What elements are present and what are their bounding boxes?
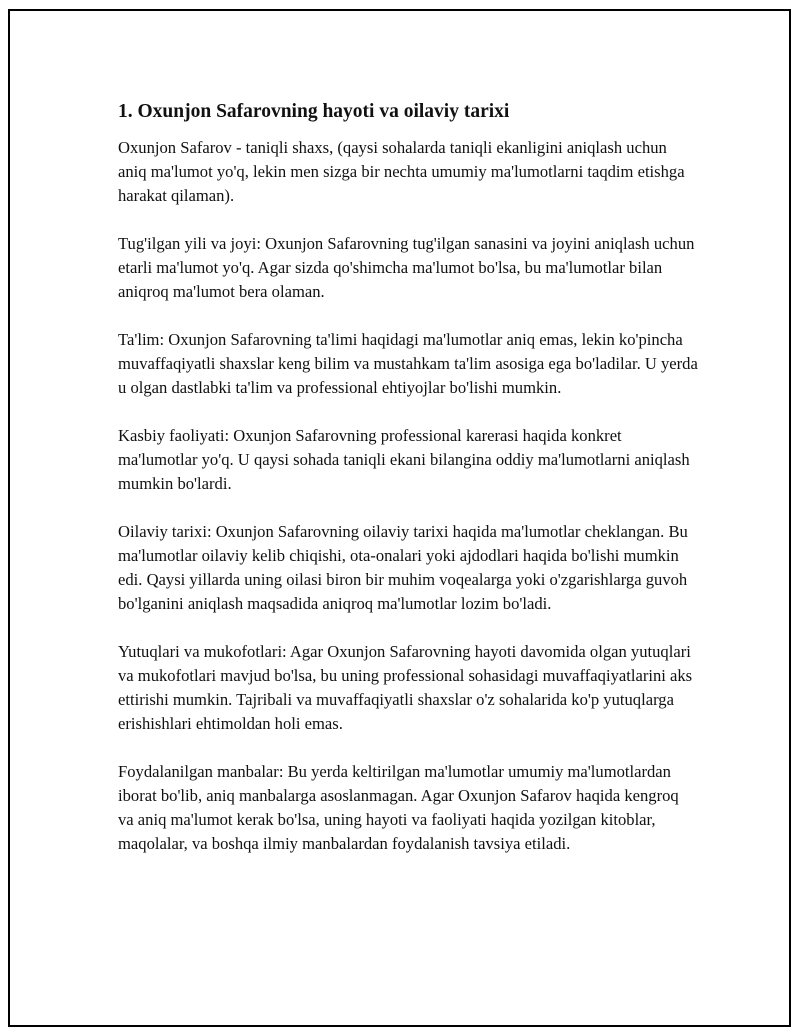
- page-title: 1. Oxunjon Safarovning hayoti va oilaviy tarixi: [118, 101, 510, 122]
- page-frame: [8, 9, 791, 1027]
- document-body: [118, 99, 698, 880]
- paragraph-intro: Oxunjon Safarov - taniqli shaxs, (qaysi sohalarda taniqli ekanligini aniqlash uchun aniq ma'lumot yo'q, lekin men sizga bir nechta umumiy ma'lumotlarni taqdim etishga harakat qilaman).: [118, 138, 685, 205]
- paragraph-education: Ta'lim: Oxunjon Safarovning ta'limi haqidagi ma'lumotlar aniq emas, lekin ko'pincha muvaffaqiyatli shaxslar keng bilim va mustahkam ta'lim asosiga ega bo'ladilar. U yerda u olgan dastlabki ta'lim va professional ehtiyojlar bo'lishi mumkin.: [118, 330, 698, 397]
- paragraph-career: Kasbiy faoliyati: Oxunjon Safarovning professional karerasi haqida konkret ma'lumotlar yo'q. U qaysi sohada taniqli ekani bilangina oddiy ma'lumotlarni aniqlash mumkin bo'lardi.: [118, 426, 690, 493]
- paragraph-family-history: Oilaviy tarixi: Oxunjon Safarovning oilaviy tarixi haqida ma'lumotlar cheklangan. Bu ma'lumotlar oilaviy kelib chiqishi, ota-onalari yoki ajdodlari haqida bo'lishi mumkin edi. Qaysi yillarda uning oilasi biron bir muhim voqealarga yoki o'zgarishlarga guvoh bo'lganini aniqlash maqsadida aniqroq ma'lumotlar lozim bo'ladi.: [118, 522, 688, 613]
- paragraph-achievements: Yutuqlari va mukofotlari: Agar Oxunjon Safarovning hayoti davomida olgan yutuqlari va mukofotlari mavjud bo'lsa, bu uning professional sohasidagi muvaffaqiyatlarini aks ettirishi mumkin. Tajribali va muvaffaqiyatli shaxslar o'z sohalarida ko'p yutuqlarga erishishlari ehtimoldan holi emas.: [118, 642, 693, 733]
- paragraph-birth: Tug'ilgan yili va joyi: Oxunjon Safarovning tug'ilgan sanasini va joyini aniqlash uchun etarli ma'lumot yo'q. Agar sizda qo'shimcha ma'lumot bo'lsa, bu ma'lumotlar bilan aniqroq ma'lumot bera olaman.: [118, 234, 695, 301]
- paragraph-sources: Foydalanilgan manbalar: Bu yerda keltirilgan ma'lumotlar umumiy ma'lumotlardan iborat bo'lib, aniq manbalarga asoslanmagan. Agar Oxunjon Safarov haqida kengroq va aniq ma'lumot kerak bo'lsa, uning hayoti va faoliyati haqida yozilgan kitoblar, maqolalar, va boshqa ilmiy manbalardan foydalanish tavsiya etiladi.: [118, 762, 679, 853]
